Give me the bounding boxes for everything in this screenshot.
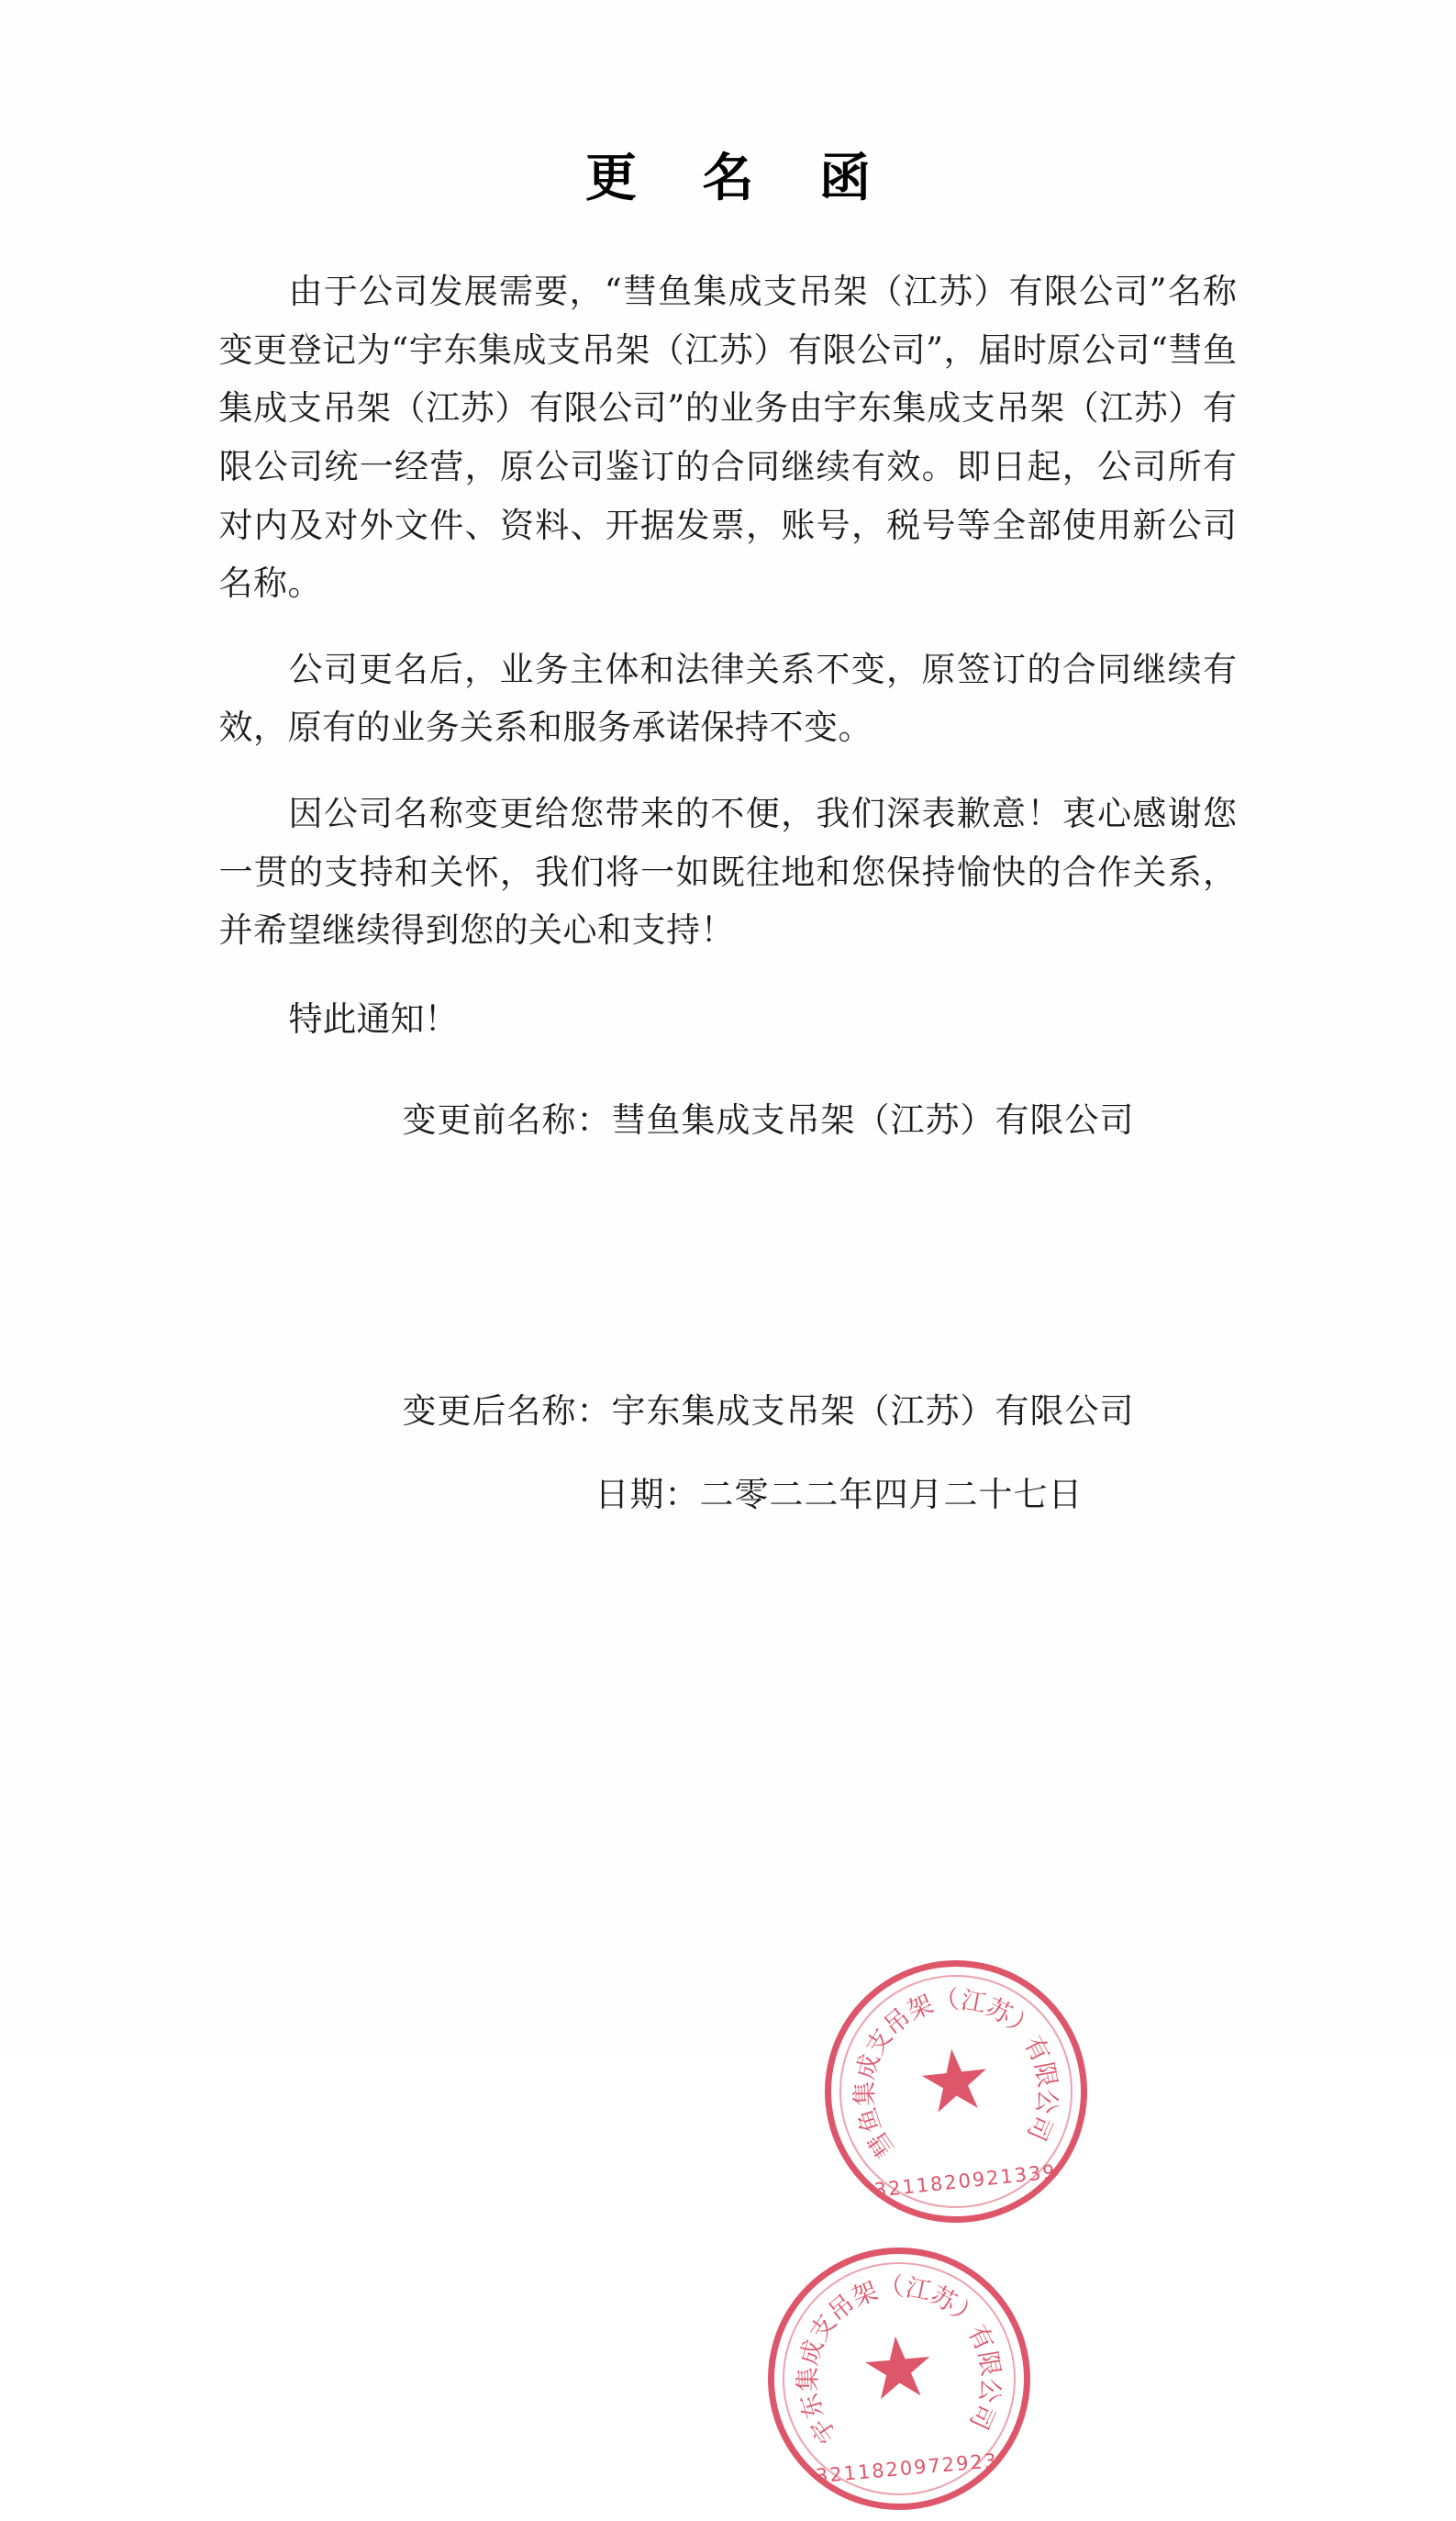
seal-arc-char: 支 <box>860 2024 898 2060</box>
name-before-value: 彗鱼集成支吊架（江苏）有限公司 <box>611 1099 1135 1140</box>
seal-inner-ring <box>828 1963 1084 2219</box>
seal-arc-char: 彗 <box>862 2125 901 2163</box>
seal-arc-char: 鱼 <box>851 2103 887 2136</box>
seal-code: 3211820972923 <box>814 2448 999 2488</box>
seal-arc-char: 苏 <box>980 1992 1017 2030</box>
page-title: 更 名 函 <box>585 148 895 208</box>
date-label: 日期： <box>595 1475 700 1515</box>
date-value: 二零二二年四月二十七日 <box>699 1475 1084 1515</box>
seal-arc-char: 架 <box>903 1990 938 2026</box>
seal-inner-ring <box>772 2252 1025 2504</box>
seal-code: 3211820921339 <box>872 2159 1058 2202</box>
seal-arc-char: 有 <box>961 2320 998 2356</box>
seal-arc-char: （ <box>877 2272 905 2303</box>
seal-arc-text <box>763 2243 1034 2514</box>
seal-arc-char: 集 <box>793 2366 823 2392</box>
name-before-label: 变更前名称： <box>402 1099 612 1140</box>
seal-arc-char: 限 <box>1028 2059 1061 2090</box>
seal-arc-char: 宇 <box>805 2411 843 2448</box>
seal-arc-char: 司 <box>1020 2110 1057 2145</box>
seal-arc-char: 限 <box>972 2348 1005 2379</box>
seal-arc-char: 成 <box>850 2050 885 2083</box>
company-seal-old-icon <box>811 1947 1099 2236</box>
star-icon: ★ <box>855 2315 940 2421</box>
paragraph-3: 因公司名称变更给您带来的不便，我们深表歉意！衷心感谢您一贯的支持和关怀，我们将一如既往地和您保持愉快的合作关系，并希望继续得到您的关心和支持！ <box>218 794 1238 951</box>
signature-block <box>219 1093 1238 2488</box>
seal-arc-char: 成 <box>794 2336 829 2369</box>
seal-arc-char: 支 <box>804 2309 842 2347</box>
seal-arc-char: 吊 <box>878 2002 916 2041</box>
name-before-change <box>219 1093 1238 1147</box>
seal-arc-char: 有 <box>1017 2031 1055 2067</box>
paragraph-1: 由于公司发展需要，“彗鱼集成支吊架（江苏）有限公司”名称变更登记为“宇东集成支吊架（江苏）有限公司”，届时原公司“彗鱼集成支吊架（江苏）有限公司”的业务由宇东集成支吊架（江苏）有限公司统一经营，原公司鉴订的合同继续有效。即日起，公司所有对内及对外文件、资料、开据发票，账号，税号等全部使用新公司名称。 <box>218 272 1238 604</box>
signature-date <box>219 1467 1238 1522</box>
name-after-value: 宇东集成支吊架（江苏）有限公司 <box>611 1390 1135 1431</box>
paragraph-2: 公司更名后，业务主体和法律关系不变，原签订的合同继续有效，原有的业务关系和服务承诺保持不变。 <box>218 649 1238 748</box>
notice-line: 特此通知！ <box>288 998 459 1039</box>
seal-arc-char: 公 <box>1029 2087 1061 2115</box>
seal-arc-char: 司 <box>962 2399 1000 2434</box>
seal-arc-char: 公 <box>973 2376 1005 2404</box>
company-seal-new-icon <box>757 2237 1041 2521</box>
seal-arc-char: 吊 <box>822 2289 861 2327</box>
seal-arc-char: 江 <box>958 1985 988 2019</box>
seal-arc-char: 集 <box>850 2080 880 2106</box>
document-body <box>219 211 1238 1049</box>
seal-arc-text <box>818 1954 1093 2228</box>
seal-arc-char: （ <box>932 1985 961 2017</box>
name-after-label: 变更后名称： <box>402 1390 612 1431</box>
star-icon: ★ <box>911 2027 997 2134</box>
seal-arc-char: ） <box>1001 2008 1039 2047</box>
seal-arc-char: 苏 <box>925 2281 961 2318</box>
seal-arc-char: 江 <box>902 2272 933 2306</box>
seal-arc-char: 东 <box>795 2389 829 2422</box>
seal-arc-char: ） <box>945 2296 984 2335</box>
name-after-change <box>219 1384 1238 1438</box>
seal-arc-char: 架 <box>847 2276 882 2313</box>
